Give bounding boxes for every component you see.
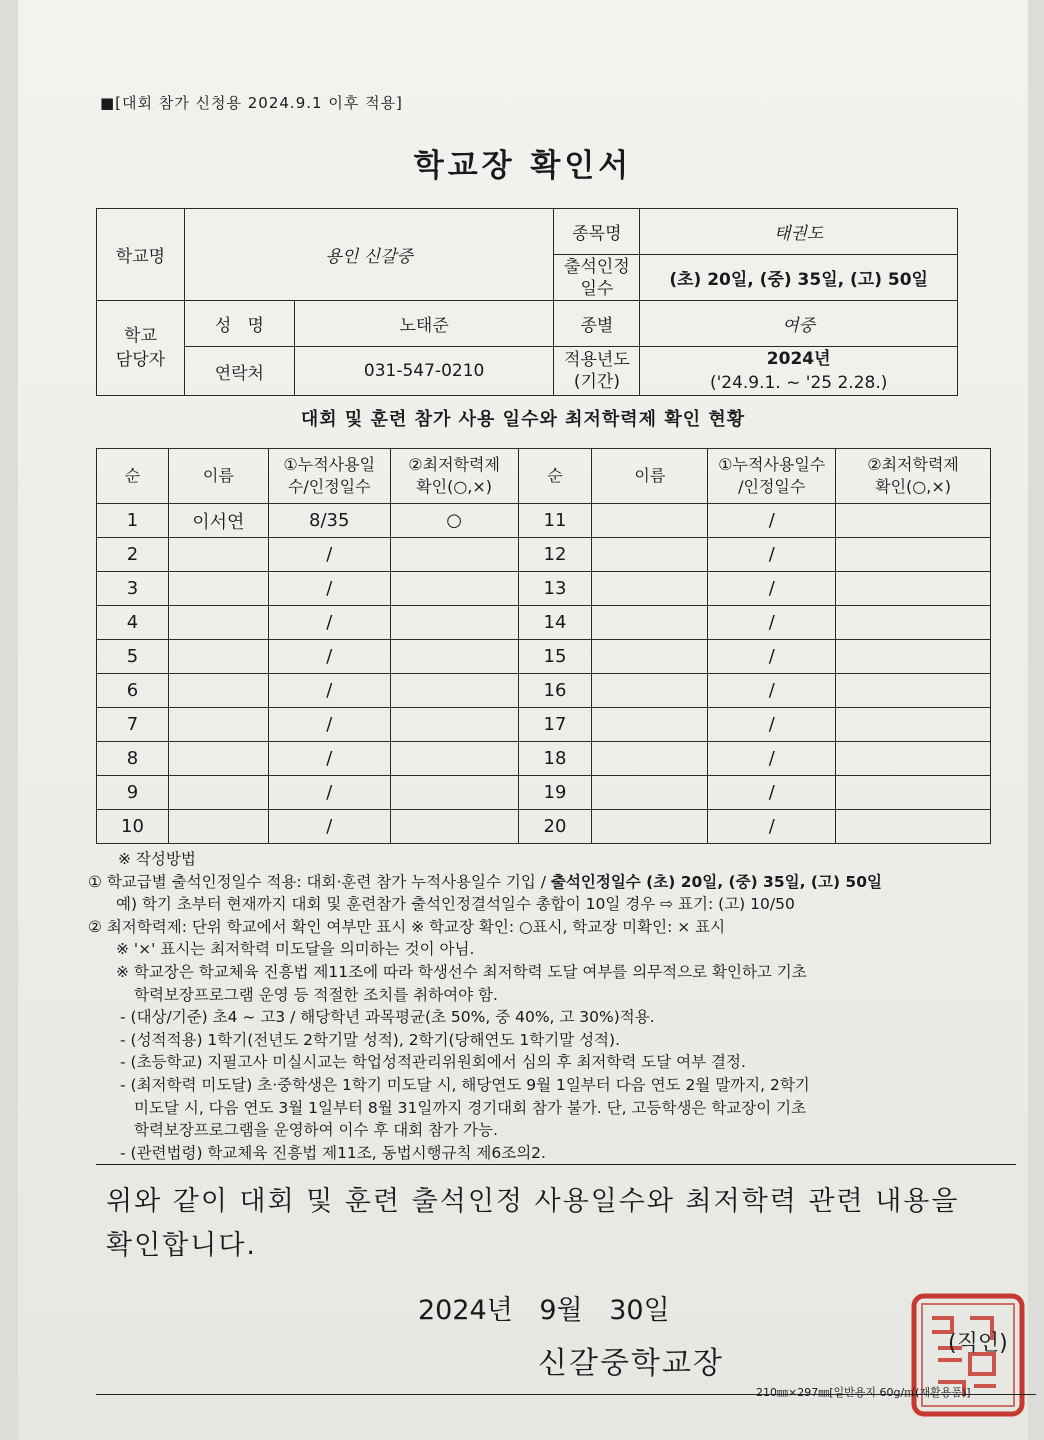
table-row bbox=[97, 640, 991, 674]
name-label: 성 명 bbox=[184, 301, 294, 347]
note-10: - (최저학력 미도달) 초·중학생은 1학기 미도달 시, 해당연도 9월 1일부터 다음 연도 2월 말까지, 2학기 bbox=[120, 1075, 810, 1094]
row-name bbox=[168, 810, 268, 844]
row-used-days: 8/35 bbox=[268, 504, 390, 538]
row-check bbox=[390, 776, 518, 810]
document-title: 학교장 확인서 bbox=[413, 148, 633, 184]
row-name bbox=[168, 538, 268, 572]
note-1-text: ① 학교급별 출석인정일수 적용: 대회·훈련 참가 누적사용일수 기입 / bbox=[88, 872, 551, 891]
name-value: 노태준 bbox=[294, 301, 554, 347]
category-label: 종별 bbox=[554, 301, 640, 347]
row-no: 8 bbox=[97, 742, 169, 776]
row-used-days: / bbox=[268, 810, 390, 844]
row-check-2 bbox=[836, 504, 991, 538]
row-name-2 bbox=[592, 776, 708, 810]
row-check-2 bbox=[836, 572, 991, 606]
confirmation-text bbox=[106, 1180, 1016, 1268]
row-name bbox=[168, 674, 268, 708]
document-page bbox=[18, 0, 1028, 1440]
row-name-2 bbox=[592, 606, 708, 640]
row-check bbox=[390, 538, 518, 572]
col-header-used: ①누적사용일 수/인정일수 bbox=[268, 449, 390, 504]
row-no-2: 17 bbox=[518, 708, 592, 742]
category-value: 여중 bbox=[640, 301, 958, 347]
col-header-check-2: ②최저학력제 확인(○,×) bbox=[836, 449, 991, 504]
col-header-no-2: 순 bbox=[518, 449, 592, 504]
row-no: 5 bbox=[97, 640, 169, 674]
row-check bbox=[390, 606, 518, 640]
row-no: 4 bbox=[97, 606, 169, 640]
row-name bbox=[168, 640, 268, 674]
issue-date: 2024년 9월 30일 bbox=[418, 1295, 670, 1326]
row-check-2 bbox=[836, 708, 991, 742]
row-no-2: 11 bbox=[518, 504, 592, 538]
row-name bbox=[168, 776, 268, 810]
row-no-2: 20 bbox=[518, 810, 592, 844]
year-cell bbox=[640, 347, 958, 396]
school-label: 학교명 bbox=[97, 209, 185, 301]
row-name-2 bbox=[592, 810, 708, 844]
contact-value: 031-547-0210 bbox=[294, 347, 554, 396]
table-row bbox=[97, 776, 991, 810]
row-check bbox=[390, 572, 518, 606]
row-no-2: 15 bbox=[518, 640, 592, 674]
row-used-days: / bbox=[268, 708, 390, 742]
period-value: ('24.9.1. ~ '25 2.28.) bbox=[709, 373, 888, 393]
row-used-days-2: / bbox=[708, 538, 836, 572]
header-note: ■[대회 참가 신청용 2024.9.1 이후 적용] bbox=[100, 94, 403, 112]
row-check: ○ bbox=[390, 504, 518, 538]
row-check-2 bbox=[836, 606, 991, 640]
row-name-2 bbox=[592, 708, 708, 742]
participation-table bbox=[96, 448, 991, 844]
row-name-2 bbox=[592, 504, 708, 538]
col-header-used-2: ①누적사용일수 /인정일수 bbox=[708, 449, 836, 504]
row-name bbox=[168, 606, 268, 640]
confirmation-line-1: 위와 같이 대회 및 훈련 출석인정 사용일수와 최저학력 관련 내용을 bbox=[106, 1186, 960, 1217]
row-name bbox=[168, 742, 268, 776]
row-used-days: / bbox=[268, 538, 390, 572]
row-check-2 bbox=[836, 640, 991, 674]
note-3: ② 최저학력제: 단위 학교에서 확인 여부만 표시 ※ 학교장 확인: ○표시, 학교장 미확인: × 표시 bbox=[88, 917, 726, 936]
table-row bbox=[97, 708, 991, 742]
note-1 bbox=[88, 871, 1018, 894]
row-used-days-2: / bbox=[708, 606, 836, 640]
row-no-2: 14 bbox=[518, 606, 592, 640]
row-name-2 bbox=[592, 640, 708, 674]
year-value: 2024년 bbox=[766, 349, 831, 369]
col-header-name: 이름 bbox=[168, 449, 268, 504]
contact-label: 연락처 bbox=[184, 347, 294, 396]
row-check bbox=[390, 708, 518, 742]
row-used-days: / bbox=[268, 606, 390, 640]
table-row bbox=[97, 572, 991, 606]
row-used-days-2: / bbox=[708, 640, 836, 674]
row-no: 7 bbox=[97, 708, 169, 742]
table-row bbox=[97, 742, 991, 776]
note-8: - (성적적용) 1학기(전년도 2학기말 성적), 2학기(당해연도 1학기말 성적). bbox=[120, 1030, 620, 1049]
row-name-2 bbox=[592, 674, 708, 708]
sport-label: 종목명 bbox=[554, 209, 640, 255]
row-used-days: / bbox=[268, 742, 390, 776]
row-used-days-2: / bbox=[708, 504, 836, 538]
row-check-2 bbox=[836, 742, 991, 776]
row-no: 2 bbox=[97, 538, 169, 572]
row-no-2: 18 bbox=[518, 742, 592, 776]
row-check-2 bbox=[836, 674, 991, 708]
note-12: 학력보장프로그램을 운영하여 이수 후 대회 참가 가능. bbox=[134, 1121, 498, 1140]
row-name-2 bbox=[592, 742, 708, 776]
row-check-2 bbox=[836, 776, 991, 810]
note-11: 미도달 시, 다음 연도 3월 1일부터 8월 31일까지 경기대회 참가 불가. 단, 고등학생은 학교장이 기초 bbox=[134, 1098, 807, 1117]
row-no-2: 16 bbox=[518, 674, 592, 708]
attendance-label: 출석인정 일수 bbox=[554, 255, 640, 301]
notes-heading: ※ 작성방법 bbox=[118, 850, 196, 868]
table-row bbox=[97, 504, 991, 538]
row-used-days: / bbox=[268, 674, 390, 708]
row-check bbox=[390, 674, 518, 708]
col-header-no: 순 bbox=[97, 449, 169, 504]
row-used-days-2: / bbox=[708, 776, 836, 810]
table-body bbox=[97, 504, 991, 844]
row-check-2 bbox=[836, 538, 991, 572]
row-no: 1 bbox=[97, 504, 169, 538]
row-name: 이서연 bbox=[168, 504, 268, 538]
row-no-2: 13 bbox=[518, 572, 592, 606]
row-check-2 bbox=[836, 810, 991, 844]
row-used-days: / bbox=[268, 776, 390, 810]
manager-label: 학교 담당자 bbox=[97, 301, 185, 396]
confirmation-line-2: 확인합니다. bbox=[106, 1230, 257, 1261]
row-used-days: / bbox=[268, 572, 390, 606]
row-no: 9 bbox=[97, 776, 169, 810]
col-header-name-2: 이름 bbox=[592, 449, 708, 504]
row-check bbox=[390, 742, 518, 776]
divider-top bbox=[96, 1164, 1016, 1165]
row-used-days-2: / bbox=[708, 810, 836, 844]
row-name bbox=[168, 572, 268, 606]
attendance-value: (초) 20일, (중) 35일, (고) 50일 bbox=[640, 255, 958, 301]
row-check bbox=[390, 810, 518, 844]
row-no-2: 19 bbox=[518, 776, 592, 810]
row-used-days: / bbox=[268, 640, 390, 674]
note-2: 예) 학기 초부터 현재까지 대회 및 훈련참가 출석인정결석일수 총합이 10일 경우 ⇨ 표기: (고) 10/50 bbox=[116, 895, 795, 914]
row-no: 6 bbox=[97, 674, 169, 708]
col-header-check: ②최저학력제 확인(○,×) bbox=[390, 449, 518, 504]
note-9: - (초등학교) 지필고사 미실시교는 학업성적관리위원회에서 심의 후 최저학력 도달 여부 결정. bbox=[120, 1053, 746, 1072]
note-7: - (대상/기준) 초4 ~ 고3 / 해당학년 과목평균(초 50%, 중 40%, 고 30%)적용. bbox=[120, 1008, 655, 1027]
row-name-2 bbox=[592, 538, 708, 572]
row-name bbox=[168, 708, 268, 742]
note-13: - (관련법령) 학교체육 진흥법 제11조, 동법시행규칙 제6조의2. bbox=[120, 1143, 546, 1162]
table-subtitle: 대회 및 훈련 참가 사용 일수와 최저학력제 확인 현황 bbox=[300, 409, 746, 430]
year-label: 적용년도 (기간) bbox=[554, 347, 640, 396]
row-used-days-2: / bbox=[708, 742, 836, 776]
row-used-days-2: / bbox=[708, 674, 836, 708]
seal-label: (직인) bbox=[948, 1331, 1008, 1356]
row-name-2 bbox=[592, 572, 708, 606]
row-no: 10 bbox=[97, 810, 169, 844]
note-1-bold: 출석인정일수 (초) 20일, (중) 35일, (고) 50일 bbox=[550, 872, 882, 891]
row-no-2: 12 bbox=[518, 538, 592, 572]
row-used-days-2: / bbox=[708, 572, 836, 606]
table-row bbox=[97, 674, 991, 708]
paper-spec: 210㎜×297㎜[일반용지 60g/㎡(재활용품)] bbox=[756, 1386, 971, 1399]
school-value: 용인 신갈중 bbox=[184, 209, 554, 301]
info-table bbox=[96, 208, 958, 396]
row-check bbox=[390, 640, 518, 674]
row-no: 3 bbox=[97, 572, 169, 606]
note-4: ※ '×' 표시는 최저학력 미도달을 의미하는 것이 아님. bbox=[116, 940, 475, 959]
table-row bbox=[97, 606, 991, 640]
table-row bbox=[97, 538, 991, 572]
instructions bbox=[88, 848, 1018, 1164]
principal-signature: 신갈중학교장 bbox=[538, 1346, 724, 1381]
note-5: ※ 학교장은 학교체육 진흥법 제11조에 따라 학생선수 최저학력 도달 여부를 의무적으로 확인하고 기초 bbox=[116, 962, 807, 981]
sport-value: 태권도 bbox=[640, 209, 958, 255]
table-row bbox=[97, 810, 991, 844]
note-6: 학력보장프로그램 운영 등 적절한 조치를 취하여야 함. bbox=[134, 985, 498, 1004]
row-used-days-2: / bbox=[708, 708, 836, 742]
